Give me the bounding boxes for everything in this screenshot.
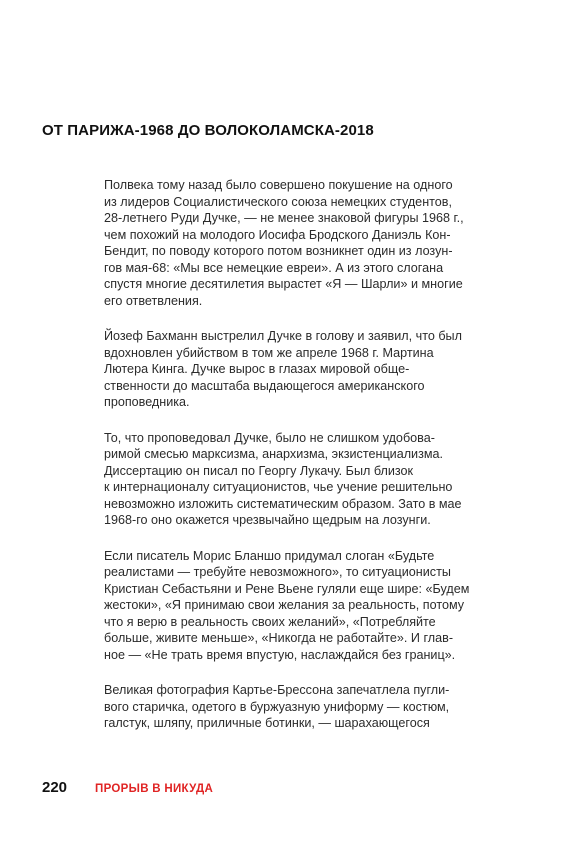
text-line: из лидеров Социалистического союза немецких студентов, [104, 194, 452, 209]
running-title: ПРОРЫВ В НИКУДА [95, 783, 214, 795]
paragraph-5 [104, 682, 534, 732]
text-line: галстук, шляпу, приличные ботинки, — шарахающегося [104, 716, 430, 730]
text-line: Полвека тому назад было совершено покушение на одного [104, 178, 453, 192]
text-line: Бендит, по поводу которого потом возникнет один из лозун- [104, 244, 453, 258]
page-footer [42, 779, 213, 796]
text-line: проповедника. [104, 395, 190, 409]
paragraph-4 [104, 548, 534, 664]
text-line: ное — «Не трать время впустую, наслаждайся без границ». [104, 647, 456, 662]
text-line: ственности до масштаба выдающегося американского [104, 378, 425, 393]
text-line: больше, живите меньше», «Никогда не работайте». И глав- [104, 631, 454, 645]
text-line: То, что проповедовал Дучке, было не слишком удобова- [104, 430, 435, 445]
paragraph-3 [104, 430, 534, 529]
text-line: к интернационалу ситуационистов, чье учение решительно [104, 480, 453, 494]
text-line: гов мая-68: «Мы все немецкие евреи». А из этого слогана [104, 260, 444, 275]
paragraph-2 [104, 328, 534, 411]
text-line: 1968-го оно окажется чрезвычайно щедрым на лозунги. [104, 513, 431, 527]
text-line: вдохновлен убийством в том же апреле 1968 г. Мартина [104, 345, 434, 360]
text-line: невозможно изложить систематическим образом. Зато в мае [104, 496, 462, 511]
text-line: Лютера Кинга. Дучке вырос в глазах мировой обще- [104, 362, 410, 376]
text-line: Великая фотография Картье-Брессона запечатлела пугли- [104, 683, 450, 697]
text-line: жестоки», «Я принимаю свои желания за реальность, потому [104, 598, 465, 612]
text-line: чем похожий на молодого Иосифа Бродского Даниэль Кон- [104, 227, 451, 242]
text-line: что я верю в реальность своих желаний», «Потребляйте [104, 614, 436, 629]
text-line: 28-летнего Руди Дучке, — не менее знаковой фигуры 1968 г., [104, 211, 464, 225]
paragraph-1 [104, 177, 534, 309]
text-line: Диссертацию он писал по Георгу Лукачу. Был близок [104, 463, 414, 478]
text-line: Кристиан Себастьяни и Рене Вьене гуляли еще шире: «Будем [104, 581, 470, 596]
text-line: спустя многие десятилетия вырастет «Я — Шарли» и многие [104, 277, 463, 291]
section-heading: ОТ ПАРИЖА-1968 ДО ВОЛОКОЛАМСКА-2018 [42, 122, 374, 139]
text-line: вого старичка, одетого в буржуазную униформу — костюм, [104, 699, 450, 714]
text-line: его ответвления. [104, 293, 203, 308]
page-number: 220 [42, 779, 68, 796]
text-line: Если писатель Морис Бланшо придумал слоган «Будьте [104, 548, 435, 563]
text-line: римой смесью марксизма, анархизма, экзистенциализма. [104, 447, 444, 461]
text-line: реалистами — требуйте невозможного», то ситуационисты [104, 565, 451, 579]
body-text [104, 177, 534, 751]
text-line: Йозеф Бахманн выстрелил Дучке в голову и заявил, что был [104, 329, 462, 343]
